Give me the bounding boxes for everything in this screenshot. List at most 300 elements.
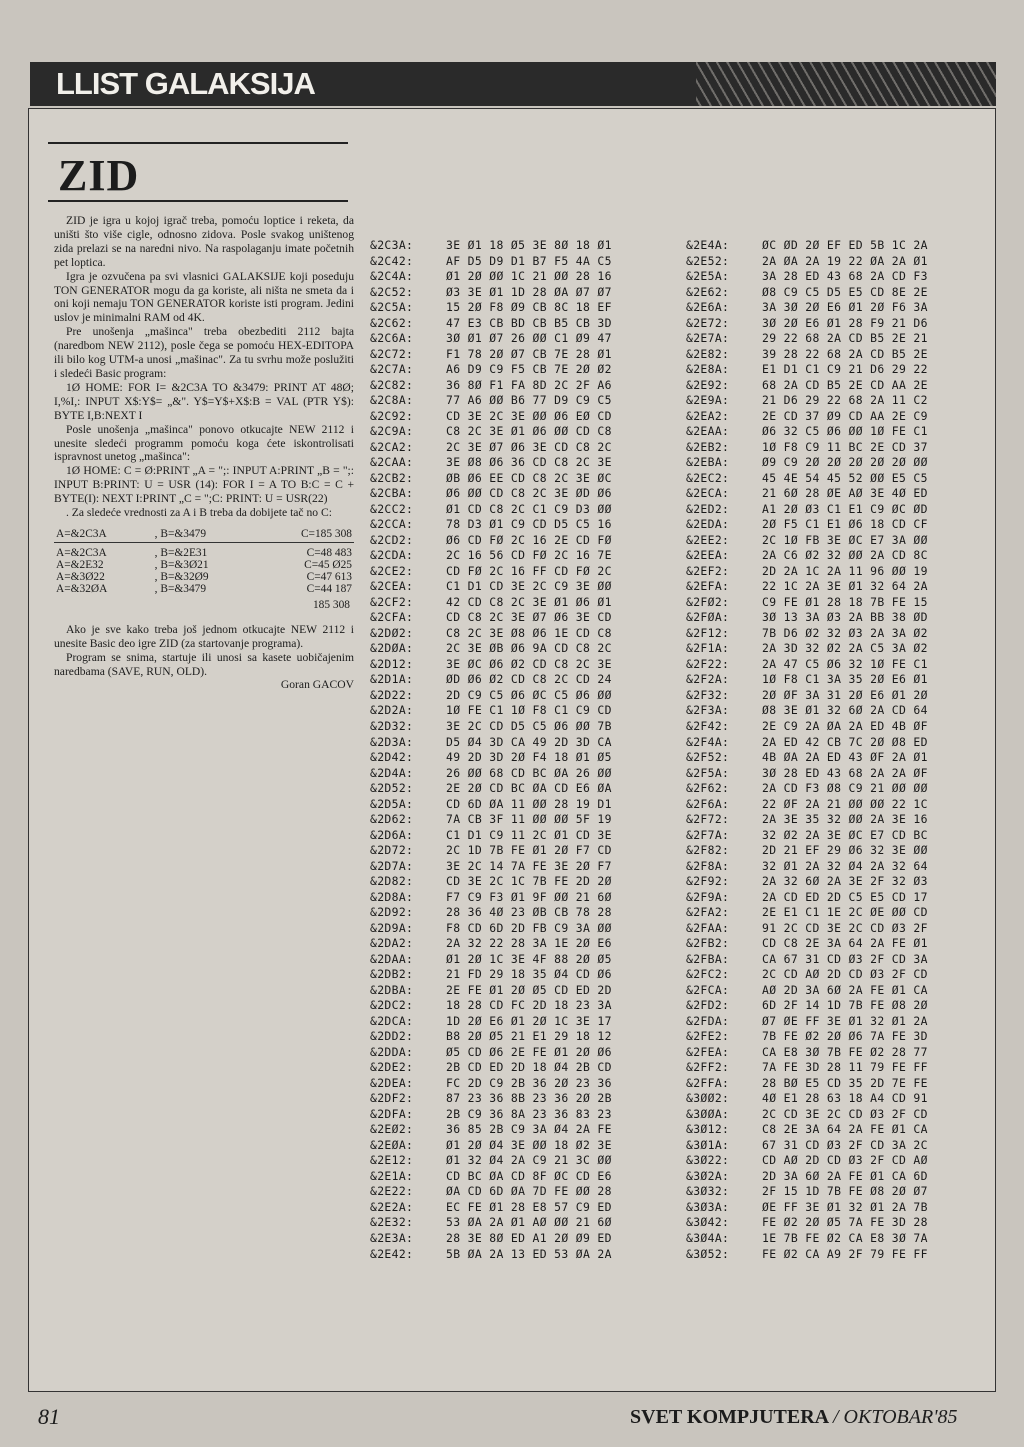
hexdump-address: &2C5A:	[370, 300, 414, 315]
hexdump-address: &2F8A:	[686, 858, 730, 873]
hexdump-row	[686, 859, 928, 875]
hexdump-row	[370, 517, 612, 533]
hexdump-row	[686, 921, 928, 937]
hexdump-address: &3Ø32:	[686, 1184, 730, 1199]
article-paragraphs	[54, 214, 354, 520]
hexdump-address: &2FDA:	[686, 1013, 730, 1028]
hexdump-address: &2CC2:	[370, 501, 414, 516]
hexdump-bytes: 32 Ø1 2A 32 Ø4 2A 32 64	[762, 858, 928, 873]
hexdump-bytes: C1 D1 CD 3E 2C C9 3E ØØ	[446, 579, 612, 594]
hexdump-address: &2F82:	[686, 843, 730, 858]
hexdump-address: &2EAA:	[686, 424, 730, 439]
hexdump-row	[686, 564, 928, 580]
hexdump-bytes: 67 31 CD Ø3 2F CD 3A 2C	[762, 1137, 928, 1152]
hexdump-bytes: AØ 2D 3A 6Ø 2A FE Ø1 CA	[762, 982, 928, 997]
hexdump-address: &2FCA:	[686, 982, 730, 997]
hexdump-row	[686, 595, 928, 611]
check-cell-b: , B=&2E31	[154, 546, 208, 559]
hexdump-row	[370, 486, 612, 502]
hexdump-row	[686, 983, 928, 999]
hexdump-bytes: E1 D1 C1 C9 21 D6 29 22	[762, 362, 928, 377]
hexdump-row	[686, 1091, 928, 1107]
hexdump-address: &2DØA:	[370, 641, 414, 656]
check-table	[54, 528, 354, 595]
hexdump-row	[370, 269, 612, 285]
hexdump-bytes: 4B ØA 2A ED 43 ØF 2A Ø1	[762, 750, 928, 765]
hexdump-address: &2F12:	[686, 625, 730, 640]
hexdump-bytes: 4Ø E1 28 63 18 A4 CD 91	[762, 1091, 928, 1106]
hexdump-row	[686, 269, 928, 285]
hexdump-address: &2C82:	[370, 377, 414, 392]
hexdump-address: &2D3A:	[370, 734, 414, 749]
hexdump-bytes: A1 2Ø Ø3 C1 E1 C9 ØC ØD	[762, 501, 928, 516]
hexdump-address: &2DCA:	[370, 1013, 414, 1028]
hexdump-address: &2E62:	[686, 284, 730, 299]
hexdump-address: &3ØØ2:	[686, 1091, 730, 1106]
hexdump-bytes: 2Ø F5 C1 E1 Ø6 18 CD CF	[762, 517, 928, 532]
hexdump-row	[686, 1122, 928, 1138]
hexdump-address: &2D62:	[370, 812, 414, 827]
hexdump-bytes: 2C 1D 7B FE Ø1 2Ø F7 CD	[446, 843, 612, 858]
hexdump-address: &2E82:	[686, 346, 730, 361]
hexdump-row	[370, 672, 612, 688]
hexdump-bytes: 7A CB 3F 11 ØØ ØØ 5F 19	[446, 812, 612, 827]
closing-paragraphs	[54, 623, 354, 679]
hexdump-row	[686, 688, 928, 704]
hexdump-bytes: Ø6 32 C5 Ø6 ØØ 1Ø FE C1	[762, 424, 928, 439]
check-cell-a: A=&2C3A	[54, 528, 153, 543]
hexdump-bytes: ØD Ø6 Ø2 CD C8 2C CD 24	[446, 672, 612, 687]
article-paragraph: 1Ø HOME: FOR I= &2C3A TO &3479: PRINT AT 48Ø; I,%I,: INPUT X$:Y$= „&". Y$=Y$+X$:B = VAL (PTR Y$): BYTE I,B:NEXT I	[54, 380, 354, 422]
hexdump-address: &2EFA:	[686, 579, 730, 594]
hexdump-row	[686, 471, 928, 487]
hexdump-row	[370, 579, 612, 595]
hexdump-bytes: Ø1 32 Ø4 2A C9 21 3C ØØ	[446, 1153, 612, 1168]
hexdump-row	[686, 797, 928, 813]
hexdump-row	[686, 455, 928, 471]
hexdump-bytes: 3E ØC Ø6 Ø2 CD C8 2C 3E	[446, 656, 612, 671]
hexdump-address: &2EC2:	[686, 470, 730, 485]
hexdump-bytes: 7B D6 Ø2 32 Ø3 2A 3A Ø2	[762, 625, 928, 640]
hexdump-bytes: 36 8Ø F1 FA 8D 2C 2F A6	[446, 377, 612, 392]
hexdump-bytes: 87 23 36 8B 23 36 2Ø 2B	[446, 1091, 612, 1106]
hexdump-bytes: Ø9 C9 2Ø 2Ø 2Ø 2Ø 2Ø ØØ	[762, 455, 928, 470]
hexdump-row	[370, 921, 612, 937]
hexdump-address: &2F4A:	[686, 734, 730, 749]
article-paragraph: Igra je ozvučena pa svi vlasnici GALAKSIJE koji poseduju TON GENERATOR mogu da ga koriste, ali ništa ne smeta da i oni koji nemaju TON GENERATOR koriste isti program. Jedini uslov je minimalni RAM od 4K.	[54, 269, 354, 325]
hexdump-address: &2C62:	[370, 315, 414, 330]
hexdump-address: &2D6A:	[370, 827, 414, 842]
hexdump-bytes: CD C8 2E 3A 64 2A FE Ø1	[762, 936, 928, 951]
hexdump-row	[686, 378, 928, 394]
hexdump-row	[370, 983, 612, 999]
hexdump-address: &2EE2:	[686, 532, 730, 547]
hexdump-bytes: 2C 16 56 CD FØ 2C 16 7E	[446, 548, 612, 563]
hexdump-row	[686, 750, 928, 766]
hexdump-address: &2F72:	[686, 812, 730, 827]
hexdump-bytes: 47 E3 CB BD CB B5 CB 3D	[446, 315, 612, 330]
hexdump-bytes: F1 78 2Ø Ø7 CB 7E 28 Ø1	[446, 346, 612, 361]
hexdump-row	[370, 1076, 612, 1092]
hexdump-bytes: C1 D1 C9 11 2C Ø1 CD 3E	[446, 827, 612, 842]
hexdump-row	[686, 1138, 928, 1154]
hexdump-row	[686, 952, 928, 968]
hexdump-row	[686, 998, 928, 1014]
hexdump-bytes: ØC ØD 2Ø EF ED 5B 1C 2A	[762, 238, 928, 252]
article-body	[54, 214, 354, 692]
hexdump-address: &2EF2:	[686, 563, 730, 578]
hexdump-row	[370, 455, 612, 471]
hexdump-row	[370, 890, 612, 906]
hexdump-bytes: 1D 2Ø E6 Ø1 2Ø 1C 3E 17	[446, 1013, 612, 1028]
hexdump-bytes: 15 2Ø F8 Ø9 CB 8C 18 EF	[446, 300, 612, 315]
hexdump-row	[370, 905, 612, 921]
hexdump-bytes: 22 ØF 2A 21 ØØ ØØ 22 1C	[762, 796, 928, 811]
hexdump-bytes: 2C CD AØ 2D CD Ø3 2F CD	[762, 967, 928, 982]
article-paragraph: . Za sledeće vrednosti za A i B treba da dobijete tač no C:	[66, 506, 332, 520]
hexdump-row	[686, 967, 928, 983]
hexdump-row	[686, 905, 928, 921]
header-banner	[30, 62, 996, 106]
hexdump-bytes: 45 4E 54 45 52 ØØ E5 C5	[762, 470, 928, 485]
hexdump-address: &2CEA:	[370, 579, 414, 594]
hexdump-row	[370, 874, 612, 890]
hexdump-bytes: CA 67 31 CD Ø3 2F CD 3A	[762, 951, 928, 966]
hexdump-address: &2FEA:	[686, 1044, 730, 1059]
title-rule-bottom	[48, 200, 348, 202]
hexdump-row	[370, 533, 612, 549]
hexdump-row	[370, 1122, 612, 1138]
check-cell-a: A=&2C3A	[56, 546, 107, 559]
hexdump-row	[370, 502, 612, 518]
hexdump-bytes: 2E 2Ø CD BC ØA CD E6 ØA	[446, 781, 612, 796]
page-number: 81	[38, 1404, 60, 1429]
hexdump-address: &2CD2:	[370, 532, 414, 547]
hexdump-row	[686, 502, 928, 518]
hexdump-row	[686, 517, 928, 533]
hexdump-bytes: 68 2A CD B5 2E CD AA 2E	[762, 377, 928, 392]
hexdump-bytes: 53 ØA 2A Ø1 AØ ØØ 21 6Ø	[446, 1215, 612, 1230]
hexdump-address: &3Ø3A:	[686, 1199, 730, 1214]
magazine-footer	[630, 1406, 957, 1429]
hexdump-address: &2E22:	[370, 1184, 414, 1199]
hexdump-row	[370, 362, 612, 378]
hexdump-bytes: 2C 3E Ø7 Ø6 3E CD C8 2C	[446, 439, 612, 454]
hexdump-bytes: ØE FF 3E Ø1 32 Ø1 2A 7B	[762, 1199, 928, 1214]
hexdump-row	[686, 641, 928, 657]
hexdump-address: &2C3A:	[370, 238, 414, 252]
hexdump-bytes: Ø6 CD FØ 2C 16 2E CD FØ	[446, 532, 612, 547]
hexdump-address: &3Ø22:	[686, 1153, 730, 1168]
hexdump-row	[370, 657, 612, 673]
check-cell-c: C=48 483	[306, 546, 352, 559]
hexdump-row	[686, 1076, 928, 1092]
hexdump-address: &2FAA:	[686, 920, 730, 935]
check-cell-c: C=45 Ø25	[304, 558, 352, 571]
hexdump-address: &3Ø2A:	[686, 1168, 730, 1183]
hexdump-address: &2F5A:	[686, 765, 730, 780]
banner-texture	[696, 62, 996, 106]
hexdump-row	[686, 936, 928, 952]
hexdump-bytes: C9 FE Ø1 28 18 7B FE 15	[762, 594, 928, 609]
check-cell-c: C=47 613	[306, 570, 352, 583]
hexdump-address: &2DC2:	[370, 998, 414, 1013]
hexdump-bytes: 3A 28 ED 43 68 2A CD F3	[762, 269, 928, 284]
hexdump-row	[370, 797, 612, 813]
hexdump-bytes: Ø3 3E Ø1 1D 28 ØA Ø7 Ø7	[446, 284, 612, 299]
hexdump-right	[686, 238, 928, 1262]
hexdump-bytes: 2A ØA 2A 19 22 ØA 2A Ø1	[762, 253, 928, 268]
hexdump-address: &2D9A:	[370, 920, 414, 935]
hexdump-address: &2FF2:	[686, 1060, 730, 1075]
hexdump-bytes: Ø5 CD Ø6 2E FE Ø1 2Ø Ø6	[446, 1044, 612, 1059]
hexdump-row	[686, 533, 928, 549]
hexdump-row	[370, 564, 612, 580]
hexdump-bytes: AF D5 D9 D1 B7 F5 4A C5	[446, 253, 612, 268]
hexdump-address: &2DEA:	[370, 1075, 414, 1090]
hexdump-row	[686, 781, 928, 797]
article-title: ZID	[58, 151, 140, 200]
hexdump-bytes: 2B C9 36 8A 23 36 83 23	[446, 1106, 612, 1121]
hexdump-address: &2EØA:	[370, 1137, 414, 1152]
hexdump-row	[370, 967, 612, 983]
hexdump-bytes: 2A ED 42 CB 7C 2Ø Ø8 ED	[762, 734, 928, 749]
hexdump-address: &2E72:	[686, 315, 730, 330]
hexdump-bytes: 3E 2C 14 7A FE 3E 2Ø F7	[446, 858, 612, 873]
magazine-name: SVET KOMPJUTERA	[630, 1406, 828, 1428]
hexdump-row	[686, 1107, 928, 1123]
hexdump-bytes: Ø7 ØE FF 3E Ø1 32 Ø1 2A	[762, 1013, 928, 1028]
hexdump-bytes: 49 2D 3D 2Ø F4 18 Ø1 Ø5	[446, 750, 612, 765]
hexdump-bytes: Ø1 2Ø 1C 3E 4F 88 2Ø Ø5	[446, 951, 612, 966]
hexdump-row	[686, 657, 928, 673]
hexdump-row	[370, 952, 612, 968]
hexdump-bytes: 2Ø ØF 3A 31 2Ø E6 Ø1 2Ø	[762, 687, 928, 702]
hexdump-row	[370, 548, 612, 564]
hexdump-bytes: 3A 3Ø 2Ø E6 Ø1 2Ø F6 3A	[762, 300, 928, 315]
hexdump-row	[370, 626, 612, 642]
hexdump-address: &2ECA:	[686, 486, 730, 501]
check-cell-a: A=&3Ø22	[56, 570, 105, 583]
hexdump-bytes: 7A FE 3D 28 11 79 FE FF	[762, 1060, 928, 1075]
hexdump-row	[686, 719, 928, 735]
hexdump-row	[370, 1138, 612, 1154]
hexdump-address: &2E4A:	[686, 238, 730, 252]
hexdump-address: &2D8A:	[370, 889, 414, 904]
hexdump-row	[370, 1014, 612, 1030]
hexdump-address: &2CDA:	[370, 548, 414, 563]
hexdump-bytes: 2A 47 C5 Ø6 32 1Ø FE C1	[762, 656, 928, 671]
hexdump-address: &2E6A:	[686, 300, 730, 315]
check-cell-b: , B=&3Ø21	[154, 558, 209, 571]
hexdump-address: &2DF2:	[370, 1091, 414, 1106]
hexdump-row	[686, 393, 928, 409]
hexdump-row	[370, 1169, 612, 1185]
title-rule-top	[48, 142, 348, 144]
hexdump-row	[370, 1029, 612, 1045]
hexdump-row	[686, 440, 928, 456]
hexdump-row	[686, 1029, 928, 1045]
hexdump-address: &2C4A:	[370, 269, 414, 284]
hexdump-row	[370, 641, 612, 657]
hexdump-bytes: 18 28 CD FC 2D 18 23 3A	[446, 998, 612, 1013]
check-cell-b: , B=&3479	[153, 528, 256, 543]
hexdump-address: &3Ø42:	[686, 1215, 730, 1230]
hexdump-row	[370, 471, 612, 487]
hexdump-row	[370, 1107, 612, 1123]
hexdump-bytes: 32 Ø2 2A 3E ØC E7 CD BC	[762, 827, 928, 842]
hexdump-address: &2EB2:	[686, 439, 730, 454]
hexdump-address: &2CB2:	[370, 470, 414, 485]
hexdump-address: &2E8A:	[686, 362, 730, 377]
hexdump-bytes: CD 3E 2C 3E ØØ Ø6 EØ CD	[446, 408, 612, 423]
hexdump-row	[370, 1200, 612, 1216]
hexdump-row	[370, 750, 612, 766]
check-sum: 185 308	[312, 598, 350, 611]
hexdump-address: &2E52:	[686, 253, 730, 268]
hexdump-bytes: CD 6D ØA 11 ØØ 28 19 D1	[446, 796, 612, 811]
hexdump-bytes: 1Ø F8 C9 11 BC 2E CD 37	[762, 439, 928, 454]
hexdump-bytes: Ø6 ØØ CD C8 2C 3E ØD Ø6	[446, 486, 612, 501]
hexdump-row	[686, 890, 928, 906]
hexdump-bytes: 2A C6 Ø2 32 ØØ 2A CD 8C	[762, 548, 928, 563]
hexdump-bytes: 2E E1 C1 1E 2C ØE ØØ CD	[762, 905, 928, 920]
hexdump-row	[370, 285, 612, 301]
hexdump-address: &2E9A:	[686, 393, 730, 408]
check-cell-a: A=&2E32	[56, 558, 104, 571]
hexdump-address: &2F1A:	[686, 641, 730, 656]
hexdump-bytes: 2D C9 C5 Ø6 ØC C5 Ø6 ØØ	[446, 687, 612, 702]
hexdump-bytes: 26 ØØ 68 CD BC ØA 26 ØØ	[446, 765, 612, 780]
hexdump-address: &2E32:	[370, 1215, 414, 1230]
check-cell-a: A=&32ØA	[56, 582, 108, 595]
issue-label: / OKTOBAR'85	[833, 1406, 958, 1428]
hexdump-address: &2EEA:	[686, 548, 730, 563]
hexdump-bytes: 77 A6 ØØ B6 77 D9 C9 C5	[446, 393, 612, 408]
hexdump-row	[370, 424, 612, 440]
hexdump-row	[370, 828, 612, 844]
hexdump-address: &2DB2:	[370, 967, 414, 982]
hexdump-bytes: 91 2C CD 3E 2C CD Ø3 2F	[762, 920, 928, 935]
hexdump-address: &2DD2:	[370, 1029, 414, 1044]
hexdump-bytes: A6 D9 C9 F5 CB 7E 2Ø Ø2	[446, 362, 612, 377]
hexdump-row	[370, 440, 612, 456]
hexdump-bytes: 2A CD ED 2D C5 E5 CD 17	[762, 889, 928, 904]
hexdump-address: &2CCA:	[370, 517, 414, 532]
hexdump-row	[370, 735, 612, 751]
hexdump-address: &2DE2:	[370, 1060, 414, 1075]
hexdump-address: &2C7A:	[370, 362, 414, 377]
hexdump-bytes: 78 D3 Ø1 C9 CD D5 C5 16	[446, 517, 612, 532]
hexdump-row	[370, 378, 612, 394]
hexdump-bytes: CD BC ØA CD 8F ØC CD E6	[446, 1168, 612, 1183]
hexdump-bytes: CA E8 3Ø 7B FE Ø2 28 77	[762, 1044, 928, 1059]
hexdump-address: &2FD2:	[686, 998, 730, 1013]
hexdump-address: &2D7A:	[370, 858, 414, 873]
hexdump-address: &2C6A:	[370, 331, 414, 346]
hexdump-bytes: FE Ø2 2Ø Ø5 7A FE 3D 28	[762, 1215, 928, 1230]
hexdump-bytes: 22 1C 2A 3E Ø1 32 64 2A	[762, 579, 928, 594]
hexdump-row	[686, 610, 928, 626]
hexdump-row	[686, 316, 928, 332]
hexdump-address: &3Ø52:	[686, 1246, 730, 1261]
hexdump-bytes: CD C8 2C 3E Ø7 Ø6 3E CD	[446, 610, 612, 625]
hexdump-bytes: 21 D6 29 22 68 2A 11 C2	[762, 393, 928, 408]
hexdump-bytes: 2E FE Ø1 2Ø Ø5 CD ED 2D	[446, 982, 612, 997]
hexdump-address: &2D12:	[370, 656, 414, 671]
hexdump-bytes: 2D 3A 6Ø 2A FE Ø1 CA 6D	[762, 1168, 928, 1183]
hexdump-row	[686, 874, 928, 890]
hexdump-address: &2D72:	[370, 843, 414, 858]
hexdump-bytes: 3Ø 28 ED 43 68 2A 2A ØF	[762, 765, 928, 780]
hexdump-address: &2C72:	[370, 346, 414, 361]
hexdump-bytes: 2D 21 EF 29 Ø6 32 3E ØØ	[762, 843, 928, 858]
check-cell-c: C=44 187	[306, 582, 352, 595]
hexdump-address: &2D52:	[370, 781, 414, 796]
hexdump-bytes: 2A CD F3 Ø8 C9 21 ØØ ØØ	[762, 781, 928, 796]
hexdump-row	[686, 843, 928, 859]
hexdump-bytes: C8 2C 3E Ø8 Ø6 1E CD C8	[446, 625, 612, 640]
hexdump-address: &2CFA:	[370, 610, 414, 625]
hexdump-row	[370, 393, 612, 409]
hexdump-address: &2CE2:	[370, 563, 414, 578]
hexdump-address: &2EBA:	[686, 455, 730, 470]
hexdump-bytes: 42 CD C8 2C 3E Ø1 Ø6 Ø1	[446, 594, 612, 609]
hexdump-address: &2D82:	[370, 874, 414, 889]
hexdump-row	[686, 486, 928, 502]
hexdump-address: &2C8A:	[370, 393, 414, 408]
hexdump-row	[370, 1060, 612, 1076]
hexdump-address: &2EDA:	[686, 517, 730, 532]
hexdump-bytes: EC FE Ø1 28 E8 57 C9 ED	[446, 1199, 612, 1214]
hexdump-address: &2D4A:	[370, 765, 414, 780]
hexdump-row	[370, 1045, 612, 1061]
hexdump-address: &2F6A:	[686, 796, 730, 811]
hexdump-row	[370, 1231, 612, 1247]
hexdump-bytes: 2E C9 2A ØA 2A ED 4B ØF	[762, 718, 928, 733]
hexdump-address: &2F62:	[686, 781, 730, 796]
hexdump-bytes: Ø1 2Ø Ø4 3E ØØ 18 Ø2 3E	[446, 1137, 612, 1152]
hexdump-address: &2D5A:	[370, 796, 414, 811]
hexdump-address: &2FBA:	[686, 951, 730, 966]
hexdump-bytes: Ø8 C9 C5 D5 E5 CD 8E 2E	[762, 284, 928, 299]
hexdump-bytes: FE Ø2 CA A9 2F 79 FE FF	[762, 1246, 928, 1261]
closing-paragraph: Ako je sve kako treba još jednom otkucajte NEW 2112 i unesite Basic deo igre ZID (za startovanje programa).	[54, 622, 354, 650]
hexdump-address: &2EA2:	[686, 408, 730, 423]
hexdump-address: &2CBA:	[370, 486, 414, 501]
hexdump-address: &2FØ2:	[686, 594, 730, 609]
hexdump-row	[686, 626, 928, 642]
hexdump-row	[686, 238, 928, 254]
check-row	[54, 571, 354, 583]
hexdump-address: &2D1A:	[370, 672, 414, 687]
hexdump-bytes: 2C 1Ø FB 3E ØC E7 3A ØØ	[762, 532, 928, 547]
hexdump-row	[370, 688, 612, 704]
hexdump-address: &3Ø4A:	[686, 1231, 730, 1245]
hexdump-address: &2F92:	[686, 874, 730, 889]
hexdump-bytes: 7B FE Ø2 2Ø Ø6 7A FE 3D	[762, 1029, 928, 1044]
hexdump-address: &3Ø12:	[686, 1122, 730, 1137]
hexdump-address: &2F32:	[686, 687, 730, 702]
hexdump-address: &2F52:	[686, 750, 730, 765]
check-cell-b: , B=&32Ø9	[154, 570, 209, 583]
hexdump-address: &2C52:	[370, 284, 414, 299]
hexdump-row	[686, 548, 928, 564]
hexdump-address: &2D92:	[370, 905, 414, 920]
hexdump-bytes: 3E 2C CD D5 C5 Ø6 ØØ 7B	[446, 718, 612, 733]
hexdump-address: &2E42:	[370, 1246, 414, 1261]
hexdump-address: &2DAA:	[370, 951, 414, 966]
